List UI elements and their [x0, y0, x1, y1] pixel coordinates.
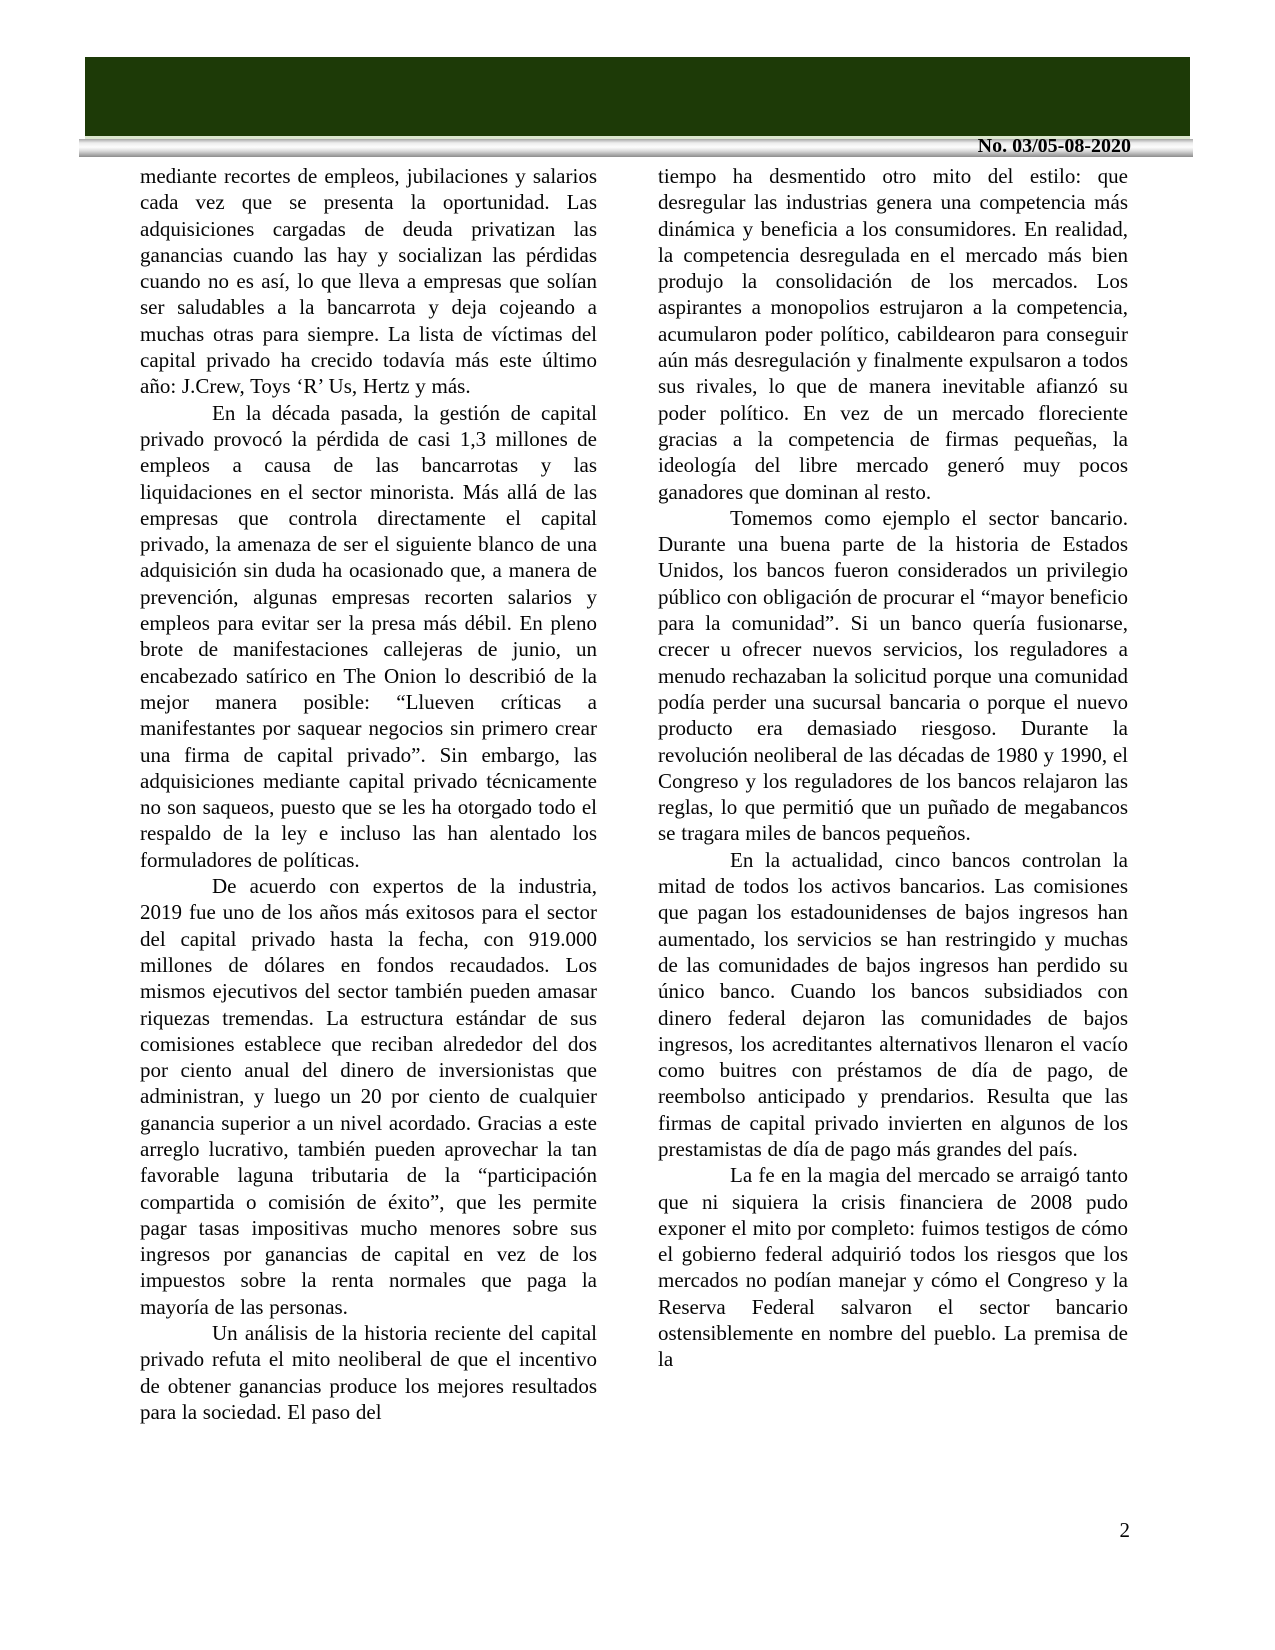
paragraph: mediante recortes de empleos, jubilaciones y salarios cada vez que se presenta la oportunidad. Las adquisiciones cargadas de deuda privatizan las ganancias cuando las hay y socializan las pérdidas cuando no es así, lo que lleva a empresas que solían ser saludables a la bancarrota y deja cojeando a muchas otras para siempre. La lista de víctimas del capital privado ha crecido todavía más este último año: J.Crew, Toys ‘R’ Us, Hertz y más.	[140, 164, 597, 399]
paragraph: De acuerdo con expertos de la industria, 2019 fue uno de los años más exitosos para el sector del capital privado hasta la fecha, con 919.000 millones de dólares en fondos recaudados. Los mismos ejecutivos del sector también pueden amasar riquezas tremendas. La estructura estándar de sus comisiones establece que reciban alrededor del dos por ciento anual del dinero de inversionistas que administran, y luego un 20 por ciento de cualquier ganancia superior a un nivel acordado. Gracias a este arreglo lucrativo, también pueden aprovechar la tan favorable laguna tributaria de la “participación compartida o comisión de éxito”, que les permite pagar tasas impositivas mucho menores sobre sus ingresos por ganancias de capital en vez de los impuestos sobre la renta normales que paga la mayoría de las personas.	[140, 874, 597, 1319]
header-banner	[85, 57, 1190, 139]
paragraph: En la actualidad, cinco bancos controlan la mitad de todos los activos bancarios. Las comisiones que pagan los estadounidenses de bajos ingresos han aumentado, los servicios se han restringido y muchas de las comunidades de bajos ingresos han perdido su único banco. Cuando los bancos subsidiados con dinero federal dejaron las comunidades de bajos ingresos, los acreditantes alternativos llenaron el vacío como buitres con préstamos de día de pago, de reembolso anticipado y prendarios. Resulta que las firmas de capital privado invierten en algunos de los prestamistas de día de pago más grandes del país.	[658, 847, 1128, 1161]
text-column-right	[658, 163, 1128, 1425]
header-divider-bar	[79, 135, 1193, 157]
paragraph: En la década pasada, la gestión de capital privado provocó la pérdida de casi 1,3 millones de empleos a causa de las bancarrotas y las liquidaciones en el sector minorista. Más allá de las empresas que controla directamente el capital privado, la amenaza de ser el siguiente blanco de una adquisición sin duda ha ocasionado que, a manera de prevención, algunas empresas recorten salarios y empleos para evitar ser la presa más débil. En pleno brote de manifestaciones callejeras de junio, un encabezado satírico en The Onion lo describió de la mejor manera posible: “Llueven críticas a manifestantes por saquear negocios sin primero crear una firma de capital privado”. Sin embargo, las adquisiciones mediante capital privado técnicamente no son saqueos, puesto que se les ha otorgado todo el respaldo de la ley e incluso las han alentado los formuladores de políticas.	[140, 400, 597, 872]
document-number: No. 03/05-08-2020	[977, 135, 1131, 157]
paragraph: Un análisis de la historia reciente del capital privado refuta el mito neoliberal de que el incentivo de obtener ganancias produce los mejores resultados para la sociedad. El paso del	[140, 1321, 597, 1424]
paragraph: tiempo ha desmentido otro mito del estilo: que desregular las industrias genera una competencia más dinámica y beneficia a los consumidores. En realidad, la competencia desregulada en el mercado más bien produjo la consolidación de los mercados. Los aspirantes a monopolios estrujaron a la competencia, acumularon poder político, cabildearon para conseguir aún más desregulación y finalmente expulsaron a todos sus rivales, lo que de manera inevitable afianzó su poder político. En vez de un mercado floreciente gracias a la competencia de firmas pequeñas, la ideología del libre mercado generó muy pocos ganadores que dominan al resto.	[658, 164, 1128, 504]
paragraph: Tomemos como ejemplo el sector bancario. Durante una buena parte de la historia de Estados Unidos, los bancos fueron considerados un privilegio público con obligación de procurar el “mayor beneficio para la comunidad”. Si un banco quería fusionarse, crecer u ofrecer nuevos servicios, los reguladores a menudo rechazaban la solicitud porque una comunidad podía perder una sucursal bancaria o porque el nuevo producto era demasiado riesgoso. Durante la revolución neoliberal de las décadas de 1980 y 1990, el Congreso y los reguladores de los bancos relajaron las reglas, lo que permitió que un puñado de megabancos se tragara miles de bancos pequeños.	[658, 505, 1128, 846]
article-body	[140, 163, 1128, 1425]
page-number: 2	[1119, 1518, 1130, 1542]
paragraph: La fe en la magia del mercado se arraigó tanto que ni siquiera la crisis financiera de 2008 pudo exponer el mito por completo: fuimos testigos de cómo el gobierno federal adquirió todos los riesgos que los mercados no podían manejar y cómo el Congreso y la Reserva Federal salvaron el sector bancario ostensiblemente en nombre del pueblo. La premisa de la	[658, 1163, 1128, 1372]
text-column-left	[140, 163, 597, 1425]
